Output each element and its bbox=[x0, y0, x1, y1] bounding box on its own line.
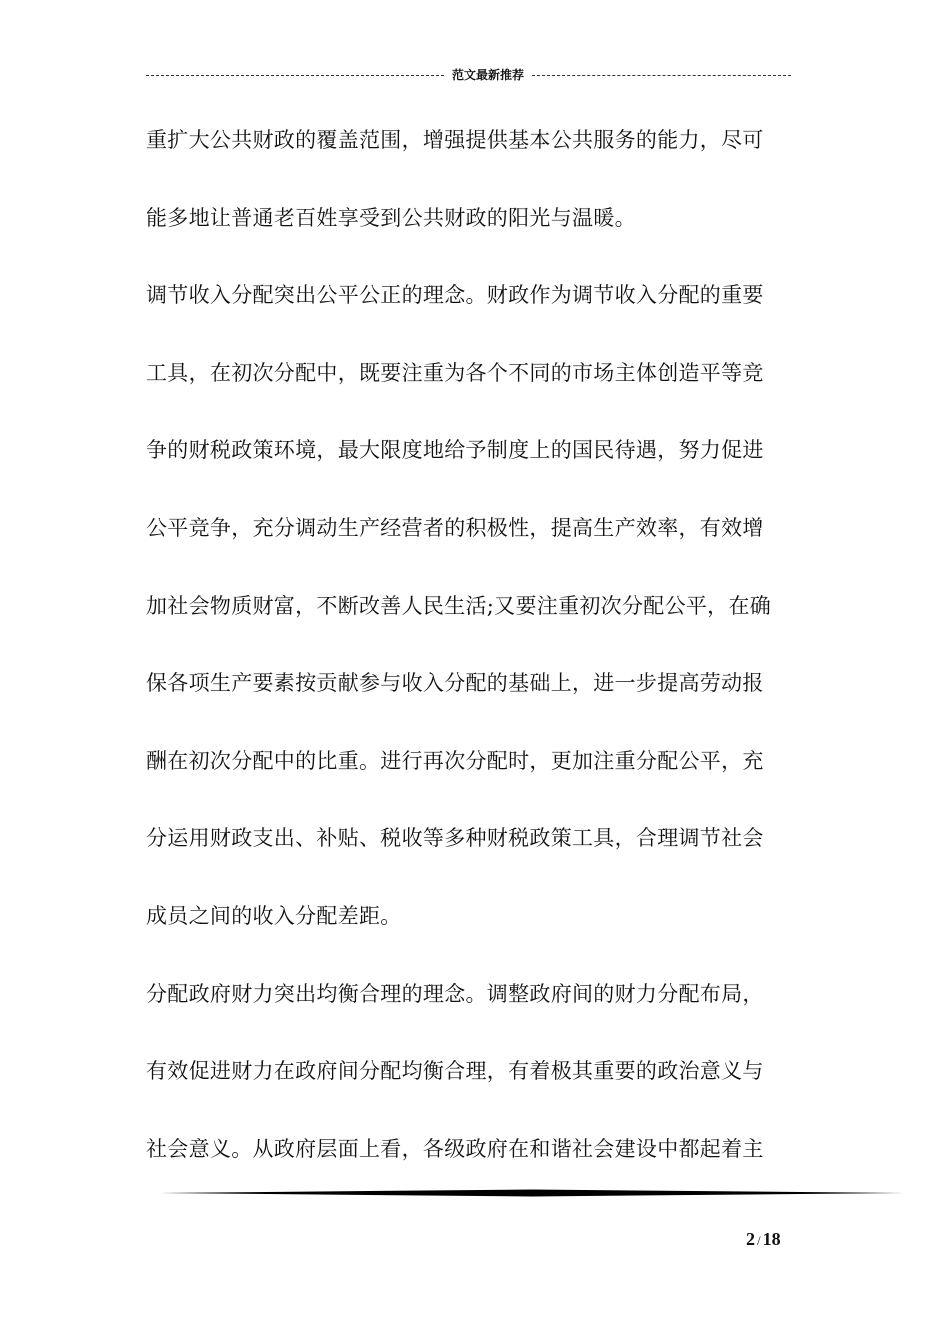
body-text-line: 重扩大公共财政的覆盖范围，增强提供基本公共服务的能力，尽可 bbox=[146, 128, 764, 152]
body-text-line: 酬在初次分配中的比重。进行再次分配时，更加注重分配公平，充 bbox=[146, 748, 764, 773]
body-text-line: 有效促进财力在政府间分配均衡合理，有着极其重要的政治意义与 bbox=[146, 1059, 764, 1084]
body-text-line: 分配政府财力突出均衡合理的理念。调整政府间的财力分配布局， bbox=[146, 981, 764, 1006]
header-dashed-rule-left bbox=[146, 75, 444, 76]
body-text-line: 加社会物质财富，不断改善人民生活;又要注重初次分配公平，在确 bbox=[146, 593, 772, 618]
header-dashed-rule-right bbox=[532, 75, 791, 76]
page-header bbox=[146, 64, 791, 86]
page-number-separator: / bbox=[757, 1233, 761, 1248]
body-text-line: 调节收入分配突出公平公正的理念。财政作为调节收入分配的重要 bbox=[146, 283, 764, 308]
body-text-line: 公平竞争，充分调动生产经营者的积极性，提高生产效率，有效增 bbox=[146, 515, 764, 540]
header-title: 范文最新推荐 bbox=[444, 66, 532, 84]
page-number bbox=[746, 1228, 836, 1252]
body-text-line: 工具，在初次分配中，既要注重为各个不同的市场主体创造平等竞 bbox=[146, 360, 764, 385]
body-text-line: 分运用财政支出、补贴、税收等多种财税政策工具，合理调节社会 bbox=[146, 826, 764, 851]
body-text-line: 成员之间的收入分配差距。 bbox=[146, 903, 402, 928]
body-text-line: 保各项生产要素按贡献参与收入分配的基础上，进一步提高劳动报 bbox=[146, 671, 764, 696]
document-body bbox=[146, 127, 808, 1213]
body-text-line: 能多地让普通老百姓享受到公共财政的阳光与温暖。 bbox=[146, 205, 636, 230]
body-text-line: 争的财税政策环境，最大限度地给予制度上的国民待遇，努力促进 bbox=[146, 438, 764, 463]
current-page-number: 2 bbox=[746, 1229, 755, 1249]
total-page-count: 18 bbox=[762, 1229, 781, 1249]
body-text-line: 社会意义。从政府层面上看，各级政府在和谐社会建设中都起着主 bbox=[146, 1136, 764, 1161]
footer-divider bbox=[160, 1188, 905, 1198]
